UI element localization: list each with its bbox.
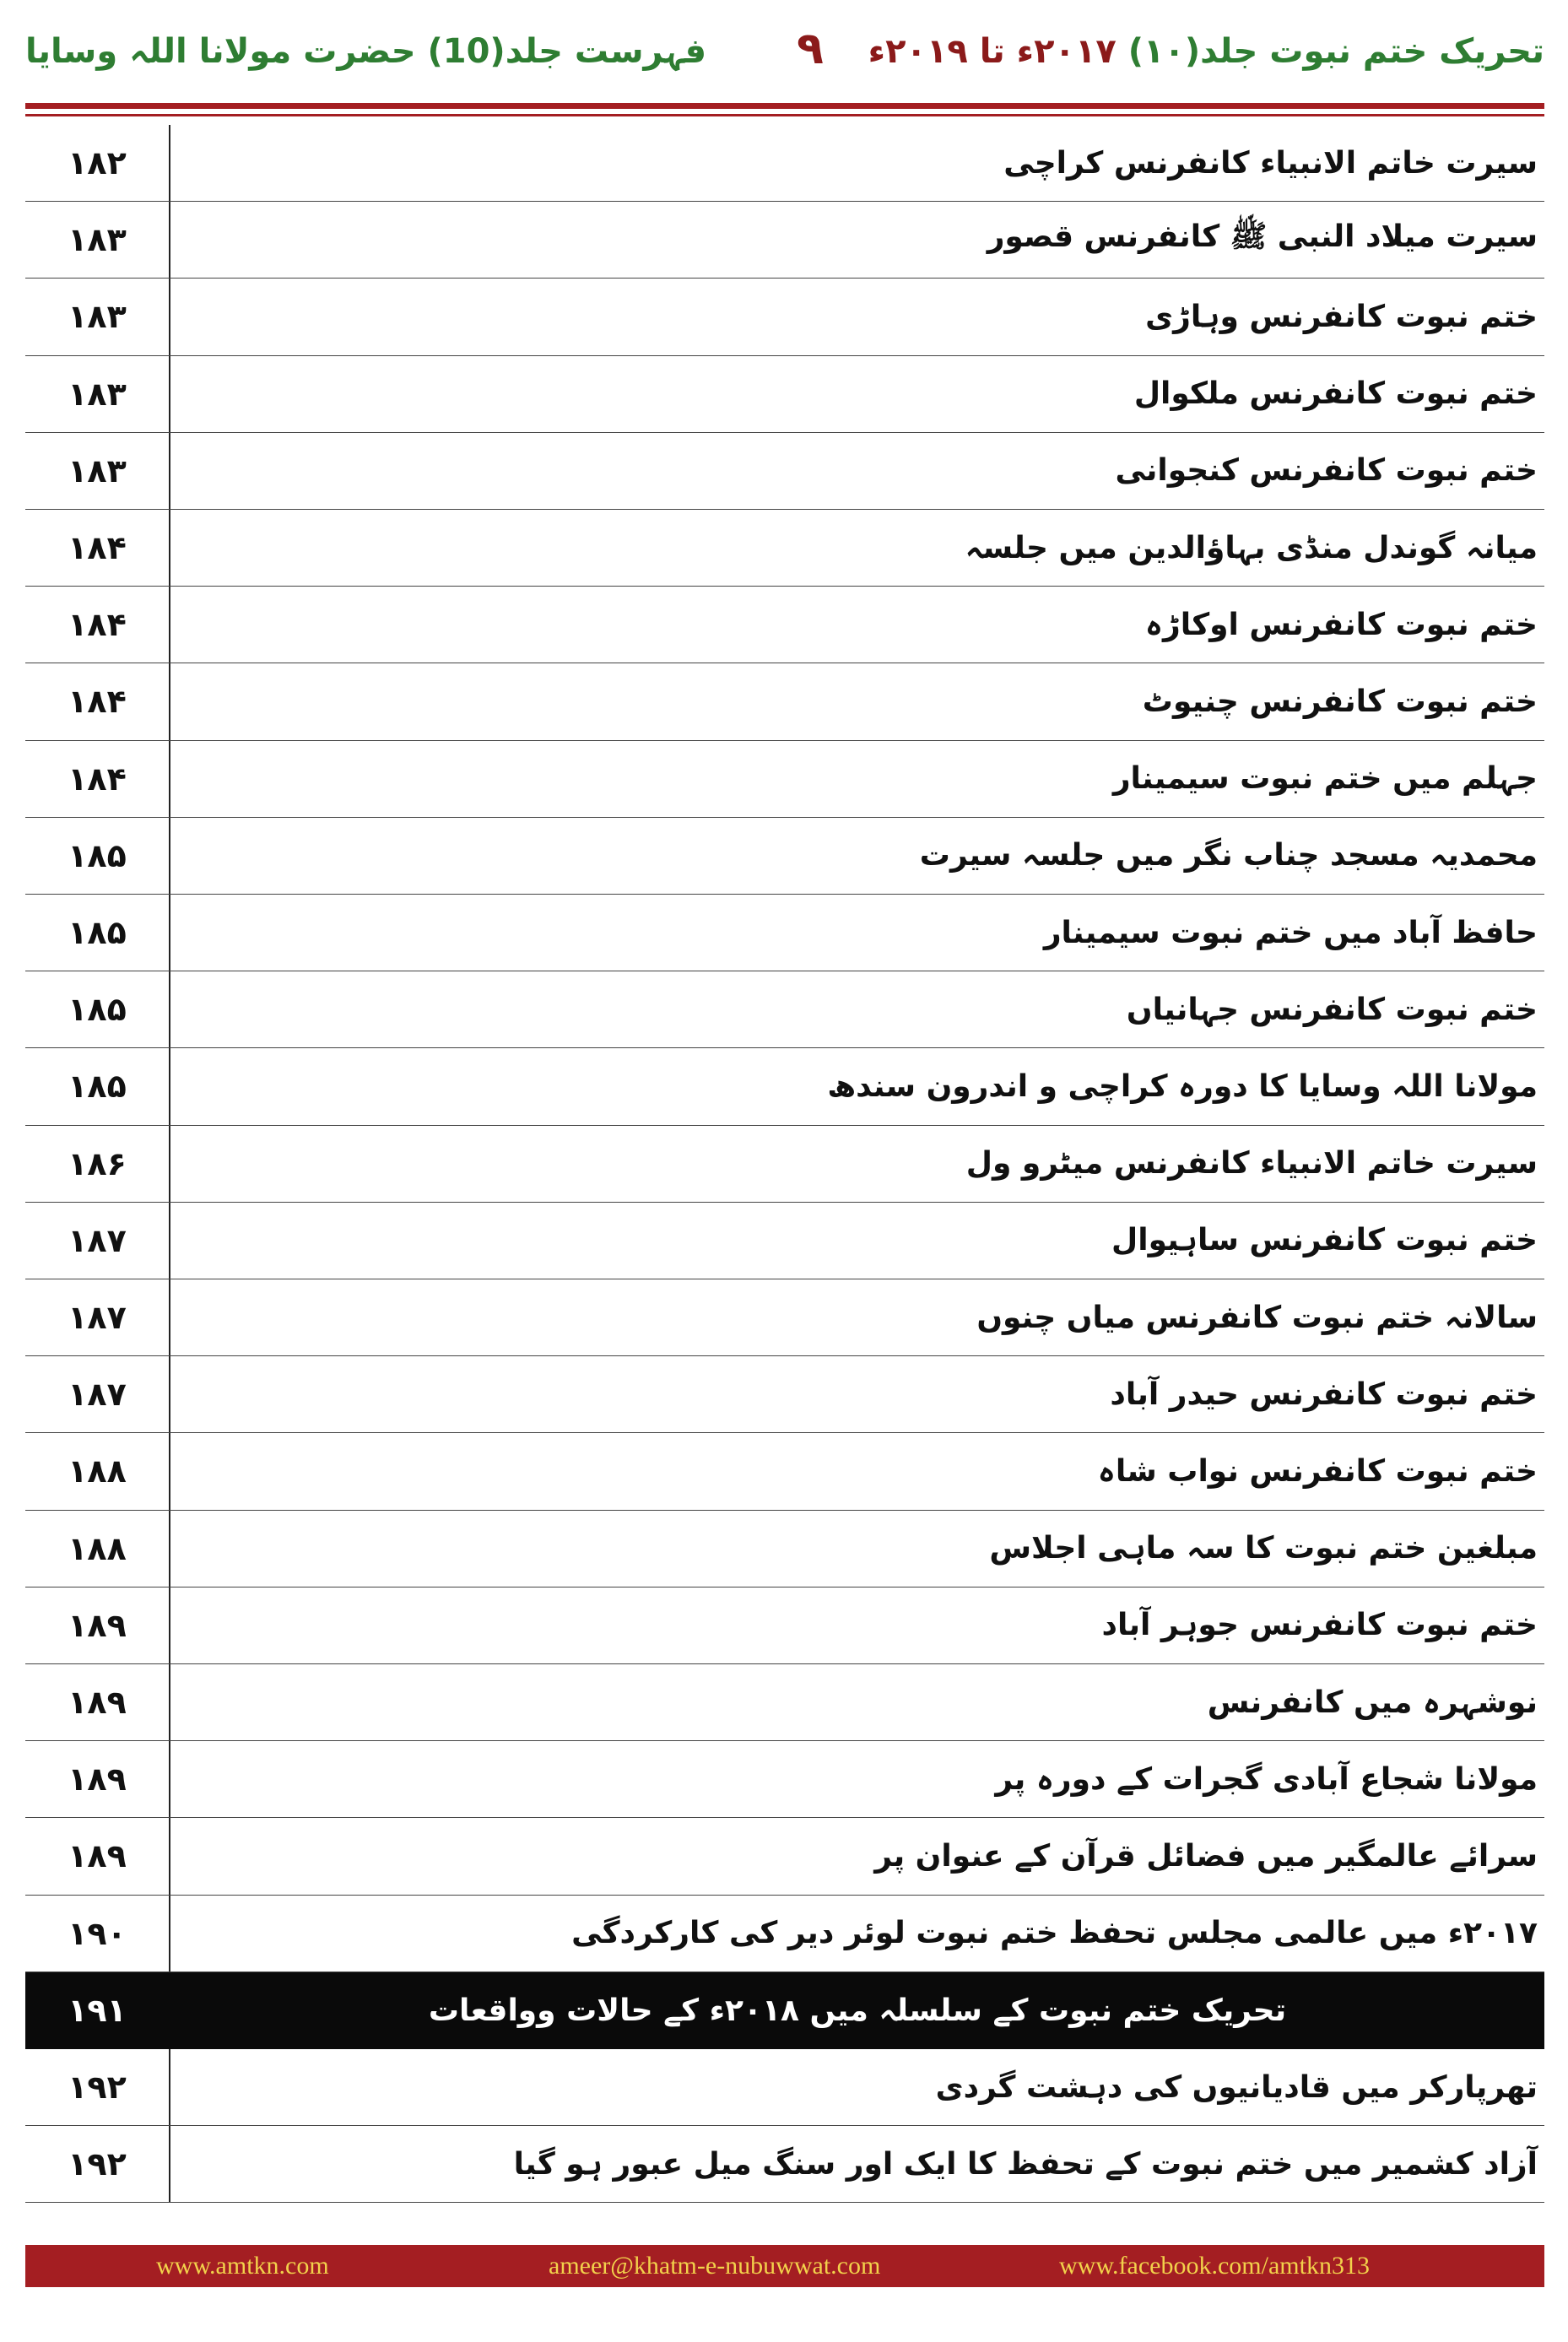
toc-row (25, 1741, 1544, 1818)
page-number: ۹ (797, 24, 824, 74)
page-header (25, 17, 1544, 97)
toc-row (25, 1511, 1544, 1587)
toc-page-number: ۱۸۴ (68, 683, 127, 721)
toc-entry-title: ختم نبوت کانفرنس ملکوال (1133, 376, 1538, 412)
toc-page-number: ۱۸۷ (68, 1376, 127, 1414)
toc-entry-title: ختم نبوت کانفرنس ساہیوال (1111, 1223, 1538, 1258)
toc-row (25, 1433, 1544, 1510)
toc-page-number: ۱۸۷ (68, 1299, 127, 1337)
toc-table (25, 125, 1544, 2203)
footer-facebook-link[interactable]: www.facebook.com/amtkn313 (1059, 2252, 1370, 2280)
toc-entry-title: ختم نبوت کانفرنس جوہر آباد (1101, 1608, 1538, 1643)
toc-row (25, 1896, 1544, 1972)
toc-row (25, 1356, 1544, 1433)
toc-entry-title: حافظ آباد میں ختم نبوت سیمینار (1043, 915, 1538, 950)
toc-page-number: ۱۸۳ (68, 375, 127, 413)
toc-row (25, 356, 1544, 433)
toc-row (25, 587, 1544, 663)
toc-page-number: ۱۸۵ (68, 914, 127, 952)
toc-page-number: ۱۸۴ (68, 529, 127, 567)
toc-entry-title: ختم نبوت کانفرنس وہاڑی (1145, 299, 1538, 334)
toc-section-row (25, 1972, 1544, 2049)
toc-page-number: ۱۹۲ (68, 2145, 127, 2183)
toc-page-number: ۱۸۸ (68, 1529, 127, 1567)
toc-row (25, 279, 1544, 355)
toc-entry-title: ختم نبوت کانفرنس جہانیاں (1126, 992, 1538, 1027)
toc-entry-title: میانہ گوندل منڈی بہاؤالدین میں جلسہ (965, 530, 1538, 565)
toc-entry-title: ختم نبوت کانفرنس چنیوٹ (1142, 684, 1538, 719)
toc-entry-title: تحریک ختم نبوت کے سلسلہ میں ۲۰۱۸ء کے حالات وواقعات (428, 1993, 1287, 2028)
footer-website-link[interactable]: www.amtkn.com (156, 2252, 329, 2280)
page-footer (25, 2245, 1544, 2287)
toc-row (25, 1818, 1544, 1895)
toc-entry-title: سیرت میلاد النبی ﷺ کانفرنس قصور (987, 219, 1538, 255)
toc-entry-title: محمدیہ مسجد چناب نگر میں جلسہ سیرت (919, 838, 1538, 874)
toc-entry-title: تھرپارکر میں قادیانیوں کی دہشت گردی (935, 2069, 1538, 2105)
toc-row (25, 433, 1544, 510)
toc-entry-title: مولانا شجاع آبادی گجرات کے دورہ پر (995, 1761, 1538, 1797)
header-rule-thin (25, 114, 1544, 116)
toc-entry-title: جہلم میں ختم نبوت سیمینار (1112, 761, 1538, 797)
toc-row (25, 1203, 1544, 1279)
toc-page-number: ۱۹۱ (68, 1992, 127, 2030)
toc-entry-title: سیرت خاتم الانبیاء کانفرنس کراچی (1003, 145, 1538, 181)
toc-entry-title: مبلغین ختم نبوت کا سہ ماہی اجلاس (989, 1531, 1538, 1566)
toc-row (25, 741, 1544, 818)
toc-row (25, 663, 1544, 740)
toc-page-number: ۱۸۷ (68, 1221, 127, 1259)
toc-page-number: ۱۹۰ (68, 1914, 127, 1952)
toc-row (25, 1279, 1544, 1356)
toc-row (25, 1664, 1544, 1741)
toc-row (25, 510, 1544, 587)
toc-entry-title: نوشہرہ میں کانفرنس (1207, 1685, 1538, 1720)
toc-entry-title: ختم نبوت کانفرنس کنجوانی (1115, 453, 1538, 489)
toc-page-number: ۱۸۵ (68, 1068, 127, 1106)
toc-row (25, 202, 1544, 279)
toc-page-number: ۱۸۳ (68, 452, 127, 489)
toc-entry-title: سالانہ ختم نبوت کانفرنس میاں چنوں (976, 1300, 1538, 1335)
toc-entry-title: سیرت خاتم الانبیاء کانفرنس میٹرو ول (965, 1146, 1538, 1182)
header-left-title: فہرست جلد(10) حضرت مولانا اللہ وسایا (25, 32, 707, 71)
toc-page-number: ۱۸۹ (68, 1837, 127, 1875)
toc-page-number: ۱۹۲ (68, 2069, 127, 2107)
header-rule-thick (25, 103, 1544, 109)
toc-page-number: ۱۸۹ (68, 1606, 127, 1644)
toc-row (25, 2126, 1544, 2203)
toc-row (25, 971, 1544, 1048)
header-date-range: ۲۰۱۷ء تا ۲۰۱۹ء (868, 32, 1117, 71)
toc-row (25, 2049, 1544, 2126)
toc-page-number: ۱۸۶ (68, 1144, 127, 1182)
header-book-title: تحریک ختم نبوت جلد(۱۰) (1127, 32, 1544, 71)
toc-row (25, 1126, 1544, 1203)
toc-entry-title: ۲۰۱۷ء میں عالمی مجلس تحفظ ختم نبوت لوئر دیر کی کارکردگی (571, 1916, 1538, 1951)
toc-page-number: ۱۸۸ (68, 1452, 127, 1490)
toc-row (25, 895, 1544, 971)
toc-entry-title: آزاد کشمیر میں ختم نبوت کے تحفظ کا ایک اور سنگ میل عبور ہو گیا (513, 2146, 1538, 2182)
toc-row (25, 1048, 1544, 1125)
toc-entry-title: ختم نبوت کانفرنس نواب شاہ (1097, 1453, 1538, 1489)
toc-page-number: ۱۸۵ (68, 991, 127, 1029)
toc-entry-title: مولانا اللہ وسایا کا دورہ کراچی و اندرون سندھ (827, 1068, 1538, 1104)
toc-page-number: ۱۸۹ (68, 1684, 127, 1722)
toc-page-number: ۱۸۳ (68, 298, 127, 336)
toc-page-number: ۱۸۵ (68, 836, 127, 874)
toc-page-number: ۱۸۴ (68, 606, 127, 644)
toc-page-number: ۱۸۹ (68, 1761, 127, 1798)
toc-page-number: ۱۸۴ (68, 760, 127, 798)
toc-page-number: ۱۸۲ (68, 144, 127, 182)
toc-row (25, 125, 1544, 202)
header-right-title (868, 32, 1544, 71)
toc-page-number: ۱۸۳ (68, 221, 127, 259)
toc-entry-title: سرائے عالمگیر میں فضائل قرآن کے عنوان پر (874, 1838, 1538, 1874)
toc-row (25, 818, 1544, 895)
toc-entry-title: ختم نبوت کانفرنس حیدر آباد (1110, 1377, 1538, 1412)
footer-email-link[interactable]: ameer@khatm-e-nubuwwat.com (549, 2252, 881, 2280)
toc-entry-title: ختم نبوت کانفرنس اوکاڑہ (1144, 607, 1538, 642)
toc-row (25, 1587, 1544, 1664)
